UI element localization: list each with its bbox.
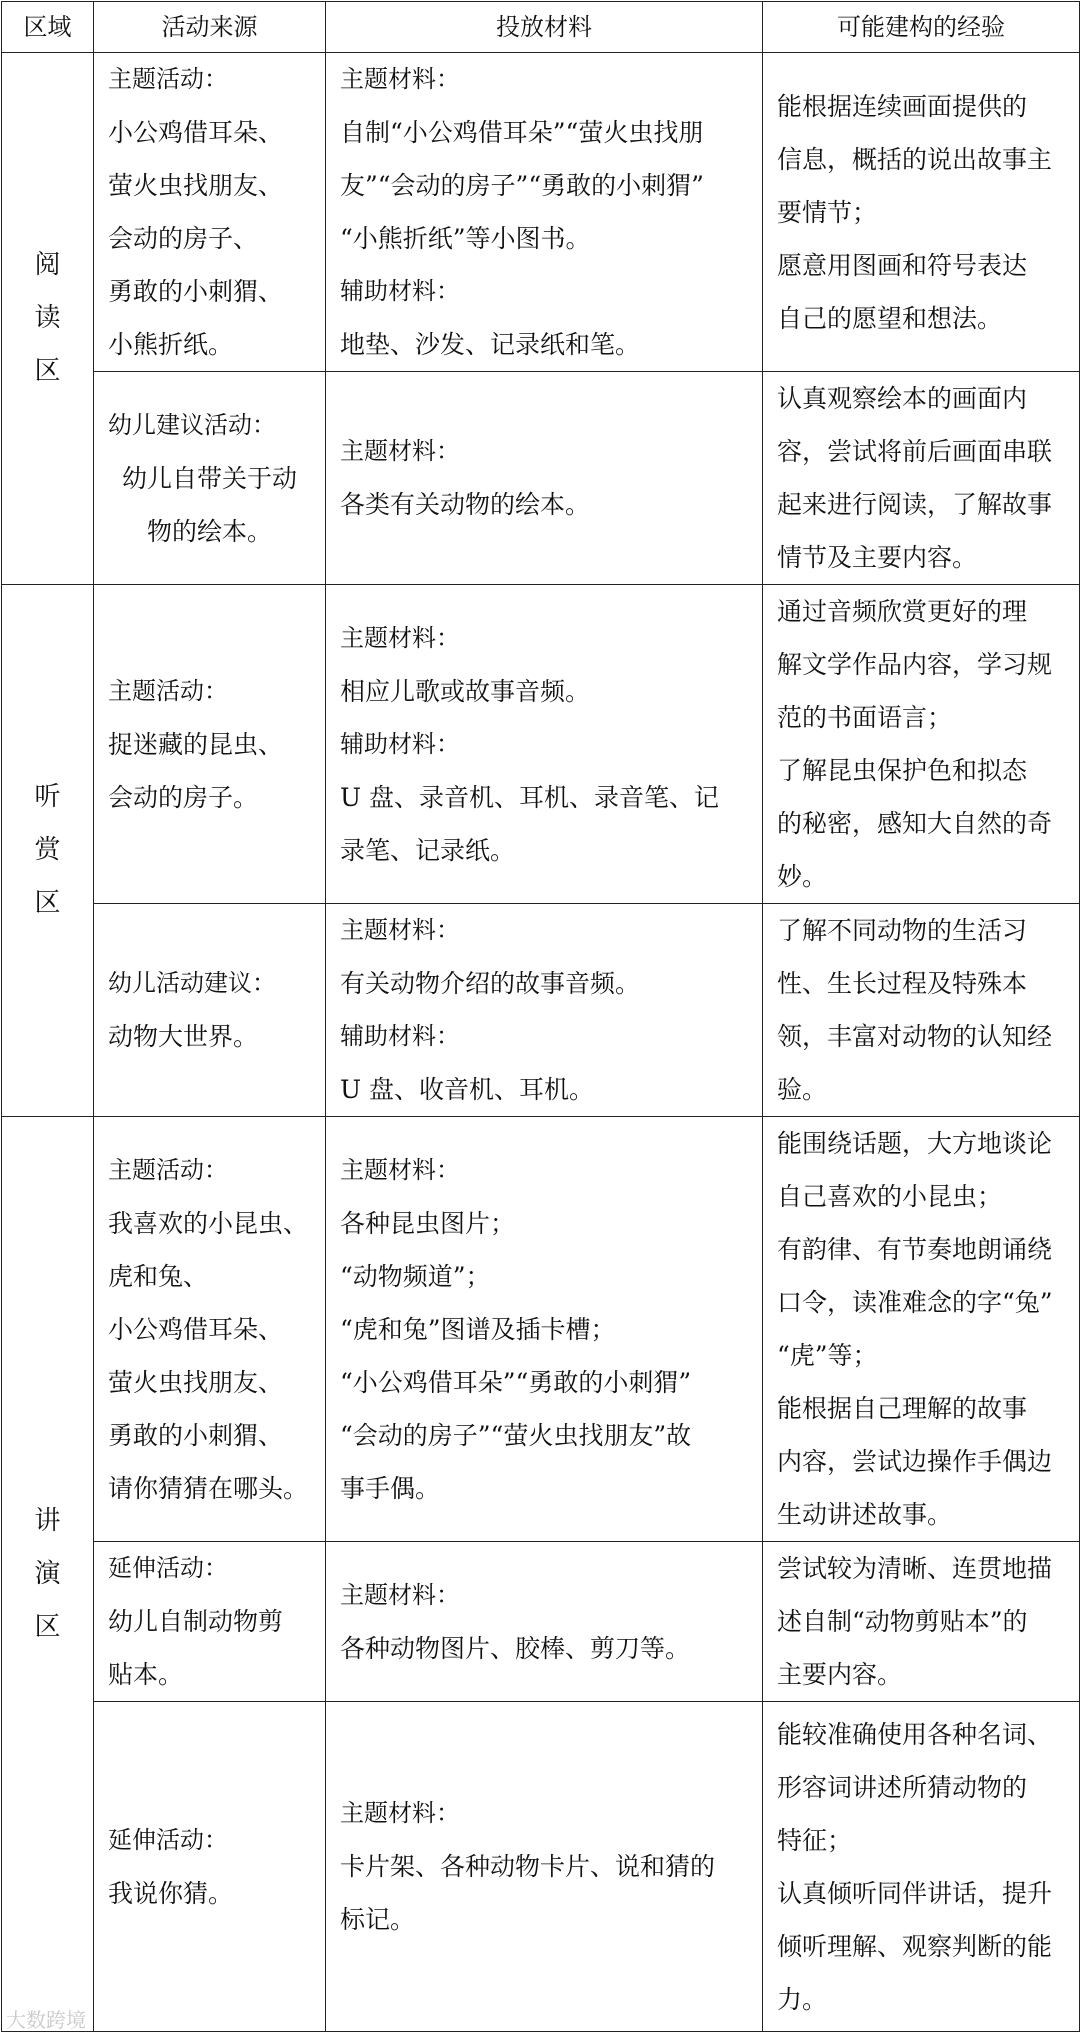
experience-line: 范的书面语言； [777,703,953,732]
source-line: 我喜欢的小昆虫、 [108,1208,309,1238]
experience-line: 特征； [777,1825,853,1855]
source-line: 小熊折纸。 [108,330,234,359]
source-line: 会动的房子、 [108,224,259,253]
experience-line: 自己的愿望和想法。 [777,303,1003,333]
experience-line: 性、生长过程及特殊本 [777,969,1028,998]
materials-line: 各种昆虫图片； [340,1208,516,1238]
experience-line: 能围绕话题，大方地谈论 [777,1129,1053,1158]
area-cell [2,585,94,1117]
experience-line: 要情节； [777,197,878,227]
source-cell [94,1117,326,1542]
table-row [2,1542,1080,1702]
experience-cell [763,1117,1080,1542]
table-row [2,372,1080,585]
header-source: 活动来源 [94,2,326,53]
experience-line: 生动讲述故事。 [777,1500,953,1529]
materials-cell [326,1117,763,1542]
experience-line: 能较准确使用各种名词、 [777,1719,1053,1749]
experience-cell [763,53,1080,372]
experience-cell [763,585,1080,904]
materials-line: 标记。 [340,1905,416,1934]
area-name-char: 区 [34,1611,61,1642]
experience-line: 容，尝试将前后画面串联 [777,437,1053,466]
source-label: 幼儿建议活动： [108,410,276,439]
experience-line: 信息，概括的说出故事主 [777,144,1053,174]
header-materials: 投放材料 [326,2,763,53]
area-name-char: 阅 [34,250,61,280]
source-line: 萤火虫找朋友、 [108,1367,284,1397]
source-line: 请你猜猜在哪头。 [108,1473,309,1503]
area-name-char: 赏 [34,835,61,865]
materials-label: 主题材料： [340,65,460,93]
source-cell [94,1542,326,1702]
experience-line: 口令，读准难念的字“兔” [777,1288,1053,1317]
materials-line: 自制“小公鸡借耳朵”“萤火虫找朋 [340,118,704,147]
materials-line: U 盘、录音机、耳机、录音笔、记 [340,782,720,812]
source-line: 虎和兔、 [108,1261,209,1291]
materials-label: 辅助材料： [340,1022,460,1050]
experience-line: 主要内容。 [777,1660,903,1689]
source-line: 物的绘本。 [146,516,272,546]
source-cell [94,585,326,904]
materials-line: 卡片架、各种动物卡片、说和猜的 [340,1852,716,1881]
header-experience: 可能建构的经验 [763,2,1080,53]
materials-line: 事手偶。 [340,1473,441,1503]
experience-line: 认真观察绘本的画面内 [777,384,1028,413]
materials-label: 辅助材料： [340,729,460,758]
experience-line: 倾听理解、观察判断的能 [777,1931,1053,1961]
experience-line: 愿意用图画和符号表达 [777,250,1028,280]
experience-line: 能根据连续画面提供的 [777,91,1028,121]
experience-line: 能根据自己理解的故事 [777,1394,1028,1423]
experience-line: 妙。 [777,862,828,891]
materials-line: “会动的房子”“萤火虫找朋友”故 [340,1420,692,1450]
table-row [2,53,1080,372]
source-label: 延伸活动： [108,1825,228,1854]
experience-cell [763,1702,1080,2032]
table-row [2,585,1080,904]
materials-label: 主题材料： [340,623,460,652]
materials-cell [326,1542,763,1702]
source-line: 勇敢的小刺猬、 [108,277,284,306]
source-cell [94,53,326,372]
source-label: 幼儿活动建议： [108,969,276,997]
experience-cell [763,904,1080,1117]
source-label: 主题活动： [108,1155,228,1184]
materials-line: “虎和兔”图谱及插卡槽； [340,1314,616,1344]
materials-line: “动物频道”； [340,1261,491,1291]
header-area: 区域 [2,2,94,53]
source-label: 主题活动： [108,65,228,93]
experience-line: 尝试较为清晰、连贯地描 [777,1554,1053,1583]
experience-cell [763,372,1080,585]
experience-line: 述自制“动物剪贴本”的 [777,1607,1028,1636]
experience-line: 内容，尝试边操作手偶边 [777,1447,1053,1476]
source-cell [94,1702,326,2032]
activity-table [1,1,1080,2032]
experience-line: 了解不同动物的生活习 [777,916,1028,945]
source-line: 幼儿自制动物剪 [108,1607,284,1636]
experience-line: 的秘密，感知大自然的奇 [777,809,1053,838]
source-label: 延伸活动： [108,1554,228,1582]
experience-line: 了解昆虫保护色和拟态 [777,756,1028,785]
area-name-char: 讲 [34,1505,61,1536]
source-cell [94,372,326,585]
experience-line: 起来进行阅读，了解故事 [777,490,1053,519]
area-name-char: 听 [34,782,61,812]
experience-line: 验。 [777,1075,828,1104]
experience-line: 力。 [777,1984,828,2014]
materials-label: 主题材料： [340,1580,460,1609]
area-name-char: 区 [34,888,61,918]
materials-line: 各种动物图片、胶棒、剪刀等。 [340,1633,691,1663]
materials-cell [326,904,763,1117]
materials-label: 辅助材料： [340,277,460,305]
materials-line: 相应儿歌或故事音频。 [340,676,591,706]
materials-line: “小熊折纸”等小图书。 [340,224,591,253]
materials-line: 录笔、记录纸。 [340,835,516,865]
source-line: 动物大世界。 [108,1022,259,1051]
materials-line: 各类有关动物的绘本。 [340,490,591,519]
source-line: 幼儿自带关于动 [121,463,297,493]
source-line: 小公鸡借耳朵、 [108,1314,284,1344]
experience-line: 领，丰富对动物的认知经 [777,1022,1053,1051]
materials-line: U 盘、收音机、耳机。 [340,1075,595,1104]
experience-line: “虎”等； [777,1341,878,1370]
experience-line: 解文学作品内容，学习规 [777,650,1053,679]
materials-cell [326,53,763,372]
header-row [2,2,1080,53]
table-row [2,1702,1080,2032]
source-line: 小公鸡借耳朵、 [108,118,284,147]
experience-cell [763,1542,1080,1702]
materials-cell [326,585,763,904]
materials-cell [326,372,763,585]
materials-line: 有关动物介绍的故事音频。 [340,969,641,998]
table-row [2,904,1080,1117]
area-name-char: 读 [34,303,61,333]
source-line: 我说你猜。 [108,1878,234,1908]
materials-line: 友”“会动的房子”“勇敢的小刺猬” [340,171,704,200]
experience-line: 认真倾听同伴讲话，提升 [777,1878,1053,1908]
area-cell [2,1117,94,2032]
source-cell [94,904,326,1117]
table-row [2,1117,1080,1542]
experience-line: 形容词讲述所猜动物的 [777,1772,1028,1802]
materials-line: “小公鸡借耳朵”“勇敢的小刺猬” [340,1367,692,1397]
source-line: 贴本。 [108,1660,184,1689]
area-name-char: 区 [34,356,61,386]
materials-label: 主题材料： [340,1155,460,1184]
source-line: 捉迷藏的昆虫、 [108,729,284,759]
watermark: 大数跨境 [6,2008,86,2032]
materials-line: 地垫、沙发、记录纸和笔。 [340,330,641,359]
area-name-char: 演 [34,1558,61,1589]
materials-label: 主题材料： [340,1799,460,1827]
experience-line: 有韵律、有节奏地朗诵绕 [777,1235,1053,1264]
experience-line: 情节及主要内容。 [777,543,978,572]
materials-label: 主题材料： [340,916,460,944]
materials-cell [326,1702,763,2032]
source-label: 主题活动： [108,676,228,705]
experience-line: 自己喜欢的小昆虫； [777,1182,1003,1211]
source-line: 勇敢的小刺猬、 [108,1420,284,1450]
area-cell [2,53,94,585]
source-line: 萤火虫找朋友、 [108,171,284,200]
experience-line: 通过音频欣赏更好的理 [777,597,1028,626]
materials-label: 主题材料： [340,437,460,465]
source-line: 会动的房子。 [108,782,259,812]
